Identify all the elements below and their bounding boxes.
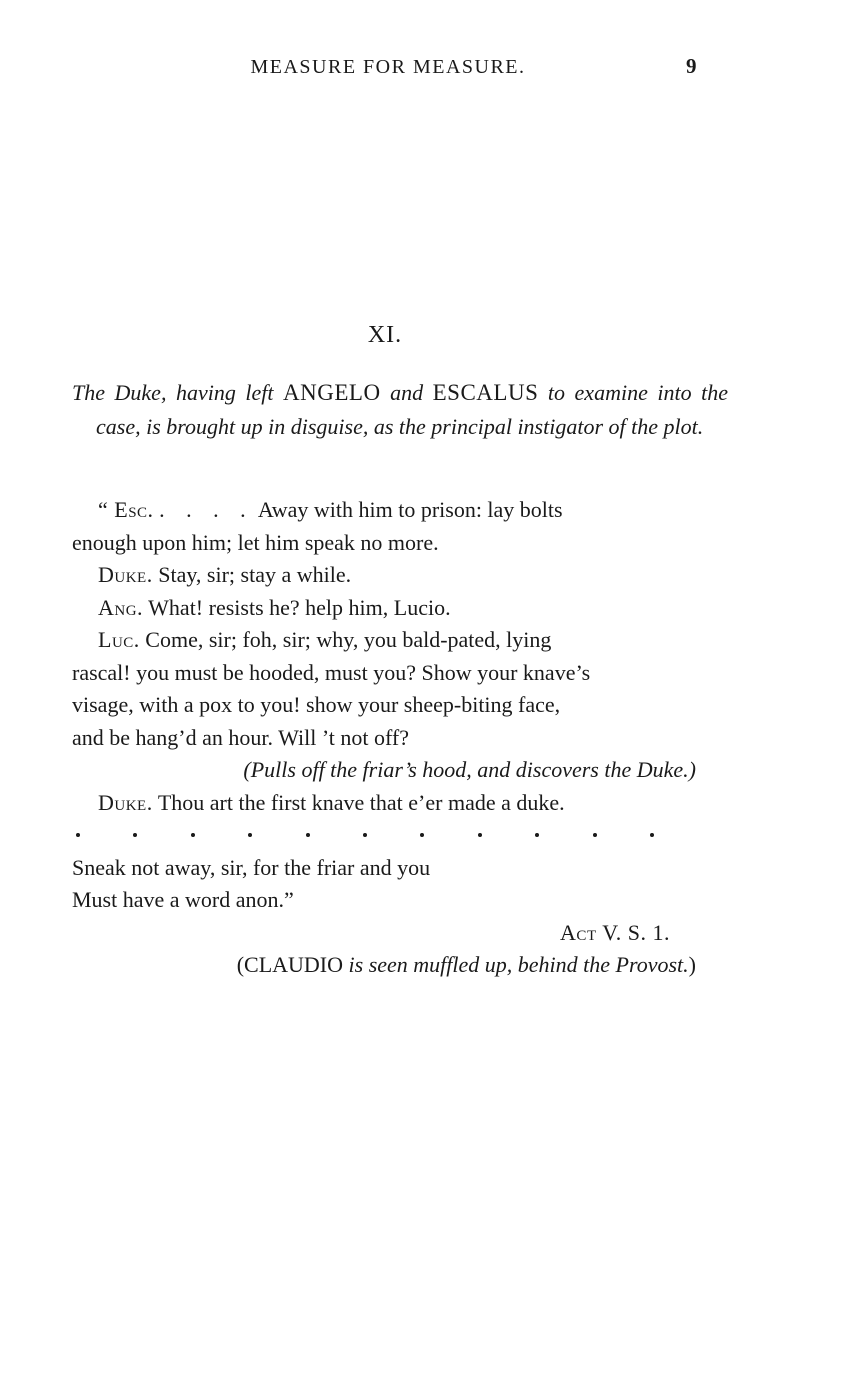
verse-line: Sneak not away, sir, for the friar and you — [72, 854, 431, 880]
stage-direction-text: is seen muffled up, behind the Provost. — [343, 952, 689, 977]
speech-text: Away with him to prison: lay bolts — [253, 497, 563, 522]
act-scene-citation: Act V. S. 1. — [560, 919, 670, 945]
dialogue-line — [72, 559, 700, 592]
scene-argument — [72, 376, 728, 444]
dialogue-line — [72, 527, 700, 560]
ellipsis-dot — [593, 833, 597, 837]
dialogue-line — [72, 787, 700, 820]
ellipsis-dot — [133, 833, 137, 837]
dialogue-line — [72, 689, 700, 722]
speech-text: Stay, sir; stay a while. — [152, 562, 352, 587]
closing-stage-direction — [72, 949, 700, 982]
ellipsis-dot — [306, 833, 310, 837]
speech-text: visage, with a pox to you! show your sheep-biting face, — [72, 692, 561, 717]
ellipsis-dot — [535, 833, 539, 837]
running-title: MEASURE FOR MEASURE. — [250, 56, 526, 78]
ellipsis-dot — [363, 833, 367, 837]
ellipsis-dot — [650, 833, 654, 837]
ellipsis-dot — [191, 833, 195, 837]
speech-text: Thou art the first knave that e’er made a duke. — [152, 789, 565, 815]
ellipsis-dot — [76, 833, 80, 837]
speech-text: Come, sir; foh, sir; why, you bald-pated, lying — [139, 627, 552, 652]
ellipsis-dots: . . . . — [159, 497, 254, 522]
speech-text: What! resists he? help him, Lucio. — [143, 594, 451, 620]
argument-name-angelo: ANGELO — [283, 380, 381, 405]
argument-text-3: to examine into the case, is brought up in disguise, as the principal instigator of the plot. — [96, 380, 728, 439]
page-number: 9 — [686, 54, 697, 78]
page-header — [0, 52, 843, 82]
speech-text: enough upon him; let him speak no more. — [72, 529, 439, 555]
dialogue-line — [72, 494, 700, 527]
paren-open: ( — [236, 952, 245, 977]
stage-direction: (Pulls off the friar’s hood, and discovers the Duke.) — [243, 757, 696, 782]
dialogue-line — [72, 592, 700, 625]
speaker-duke: Duke. — [98, 789, 153, 815]
speaker-ang: Ang. — [98, 594, 144, 620]
ellipsis-dot — [478, 833, 482, 837]
ellipsis-row — [72, 819, 700, 852]
speaker-duke: Duke. — [98, 562, 153, 587]
speech-text: and be hang’d an hour. Will ’t not off? — [72, 724, 409, 750]
ellipsis-dot — [420, 833, 424, 837]
paren-close: ) — [688, 952, 696, 977]
speech-text: rascal! you must be hooded, must you? Show your knave’s — [72, 659, 591, 685]
dialogue-line — [72, 722, 700, 755]
ellipsis-dot — [248, 833, 252, 837]
argument-text-2: and — [380, 380, 433, 405]
dialogue-block — [72, 494, 700, 982]
argument-name-escalus: ESCALUS — [432, 380, 539, 405]
verse-line: Must have a word anon.” — [72, 887, 294, 912]
speaker-luc: Luc. — [98, 627, 140, 652]
argument-text-1: The Duke, having left — [72, 380, 284, 405]
dialogue-line — [72, 624, 700, 657]
section-number: XI. — [367, 322, 403, 348]
dialogue-line — [72, 657, 700, 690]
character-name-claudio: CLAUDIO — [244, 952, 344, 977]
speaker-esc: “ Esc. — [98, 497, 154, 522]
